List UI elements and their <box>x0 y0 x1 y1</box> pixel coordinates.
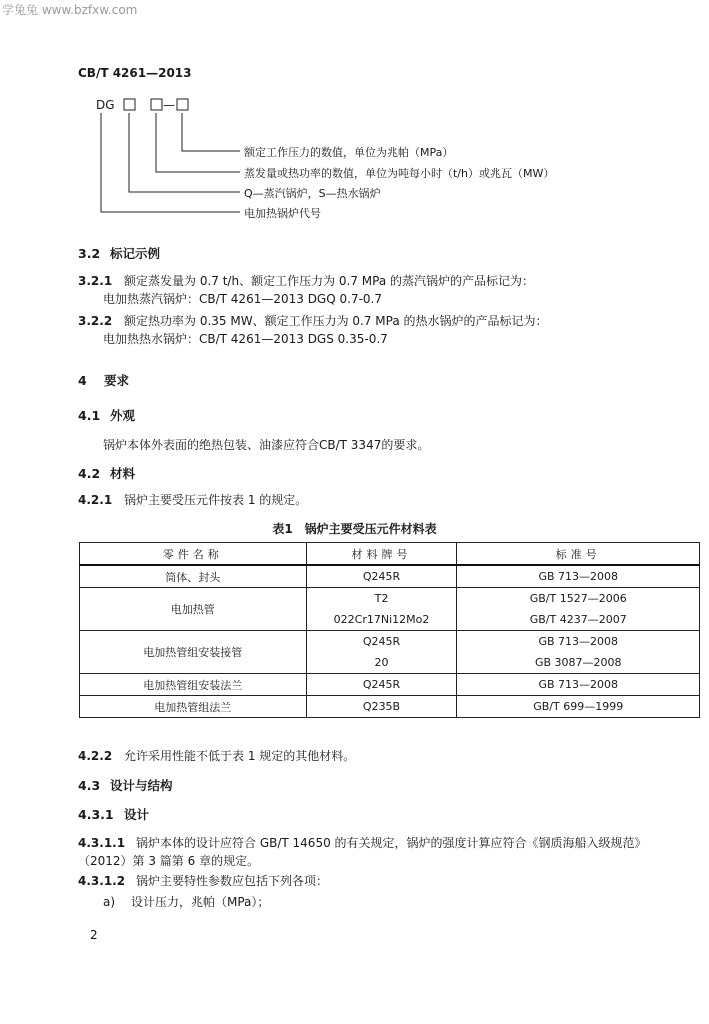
header-part-name: 零件名称 <box>80 543 307 566</box>
code-box-capacity <box>151 99 162 110</box>
code-box-pressure <box>177 99 188 110</box>
cell-standard-number <box>457 565 700 588</box>
mark-example-steam: 电加热蒸汽锅炉：CB/T 4261—2013 DGQ 0.7-0.7 <box>103 292 382 306</box>
code-separator: — <box>163 98 175 112</box>
standard-number: GB 713—2008 <box>538 678 618 691</box>
code-box-type <box>124 99 135 110</box>
cell-material-grade <box>306 696 457 718</box>
clause-4-3-1-2: 4.3.1.2 锅炉主要特性参数应包括下列各项： <box>78 874 329 888</box>
material-grade: T2 <box>374 592 389 605</box>
table-header-row <box>80 543 700 566</box>
standard-number: CB/T 4261—2013 <box>78 66 192 80</box>
material-grade: Q245R <box>362 570 401 583</box>
cell-material-grade <box>306 631 457 674</box>
clause-3-2-1: 3.2.1 额定蒸发量为 0.7 t/h、额定工作压力为 0.7 MPa 的蒸汽锅炉的产品标记为： <box>78 274 535 288</box>
header-material-grade: 材料牌号 <box>306 543 457 566</box>
standard-number: GB/T 699—1999 <box>533 700 624 713</box>
table-row <box>80 565 700 588</box>
watermark: 学兔兔 www.bzfxw.com <box>2 3 138 17</box>
cell-standard-number <box>457 631 700 674</box>
page-number: 2 <box>90 928 98 942</box>
standard-number: GB/T 4237—2007 <box>529 613 627 626</box>
cell-part-name: 电加热管 <box>80 588 307 631</box>
clause-4-2-2: 4.2.2 允许采用性能不低于表 1 规定的其他材料。 <box>78 749 356 763</box>
code-label-capacity: 蒸发量或热功率的数值，单位为吨每小时（t/h）或兆瓦（MW） <box>244 167 555 180</box>
mark-example-hot-water: 电加热热水锅炉：CB/T 4261—2013 DGS 0.35-0.7 <box>103 332 388 346</box>
clause-4-1-text: 锅炉本体外表面的绝热包装、油漆应符合CB/T 3347的要求。 <box>103 438 430 452</box>
clause-4-3-1-1-cont: （2012）第 3 篇第 6 章的规定。 <box>78 854 260 868</box>
table-row <box>80 631 700 674</box>
cell-material-grade <box>306 674 457 696</box>
standard-number: GB/T 1527—2006 <box>529 592 627 605</box>
cell-material-grade <box>306 565 457 588</box>
section-4-2-heading: 4.2 材料 <box>78 466 136 481</box>
section-4-heading: 4 要求 <box>78 373 130 388</box>
code-label-pressure: 额定工作压力的数值，单位为兆帕（MPa） <box>244 146 454 159</box>
material-table <box>79 542 700 718</box>
cell-part-name: 筒体、封头 <box>80 565 307 588</box>
section-4-3-heading: 4.3 设计与结构 <box>78 778 173 793</box>
material-grade: Q245R <box>362 635 401 648</box>
clause-3-2-2: 3.2.2 额定热功率为 0.35 MW、额定工作压力为 0.7 MPa 的热水锅炉的产品标记为： <box>78 314 548 328</box>
code-prefix: DG <box>96 98 115 112</box>
table-row <box>80 696 700 718</box>
material-grade: 20 <box>374 656 389 669</box>
code-label-electric: 电加热锅炉代号 <box>244 207 321 220</box>
cell-material-grade <box>306 588 457 631</box>
clause-4-2-1: 4.2.1 锅炉主要受压元件按表 1 的规定。 <box>78 493 308 507</box>
cell-standard-number <box>457 674 700 696</box>
table-row <box>80 674 700 696</box>
table1-caption: 表1 锅炉主要受压元件材料表 <box>272 522 437 536</box>
code-label-type: Q—蒸汽锅炉，S—热水锅炉 <box>244 187 381 200</box>
cell-part-name: 电加热管组安装法兰 <box>80 674 307 696</box>
material-grade: Q235B <box>362 700 401 713</box>
cell-standard-number <box>457 588 700 631</box>
section-3-2-heading: 3.2 标记示例 <box>78 246 161 261</box>
cell-part-name: 电加热管组安装接管 <box>80 631 307 674</box>
code-leader-lines <box>101 113 240 212</box>
list-item-a: a) 设计压力，兆帕（MPa）； <box>103 895 270 909</box>
standard-number: GB 713—2008 <box>538 570 618 583</box>
section-4-1-heading: 4.1 外观 <box>78 408 136 423</box>
header-standard-number: 标准号 <box>457 543 700 566</box>
table-row <box>80 588 700 631</box>
standard-number: GB 713—2008 <box>538 635 618 648</box>
section-4-3-1-heading: 4.3.1 设计 <box>78 807 150 822</box>
cell-standard-number <box>457 696 700 718</box>
cell-part-name: 电加热管组法兰 <box>80 696 307 718</box>
material-grade: Q245R <box>362 678 401 691</box>
material-grade: 022Cr17Ni12Mo2 <box>333 613 430 626</box>
standard-number: GB 3087—2008 <box>534 656 622 669</box>
clause-4-3-1-1: 4.3.1.1 锅炉本体的设计应符合 GB/T 14650 的有关规定，锅炉的强度计算应符合《钢质海船入级规范》 <box>78 836 647 850</box>
